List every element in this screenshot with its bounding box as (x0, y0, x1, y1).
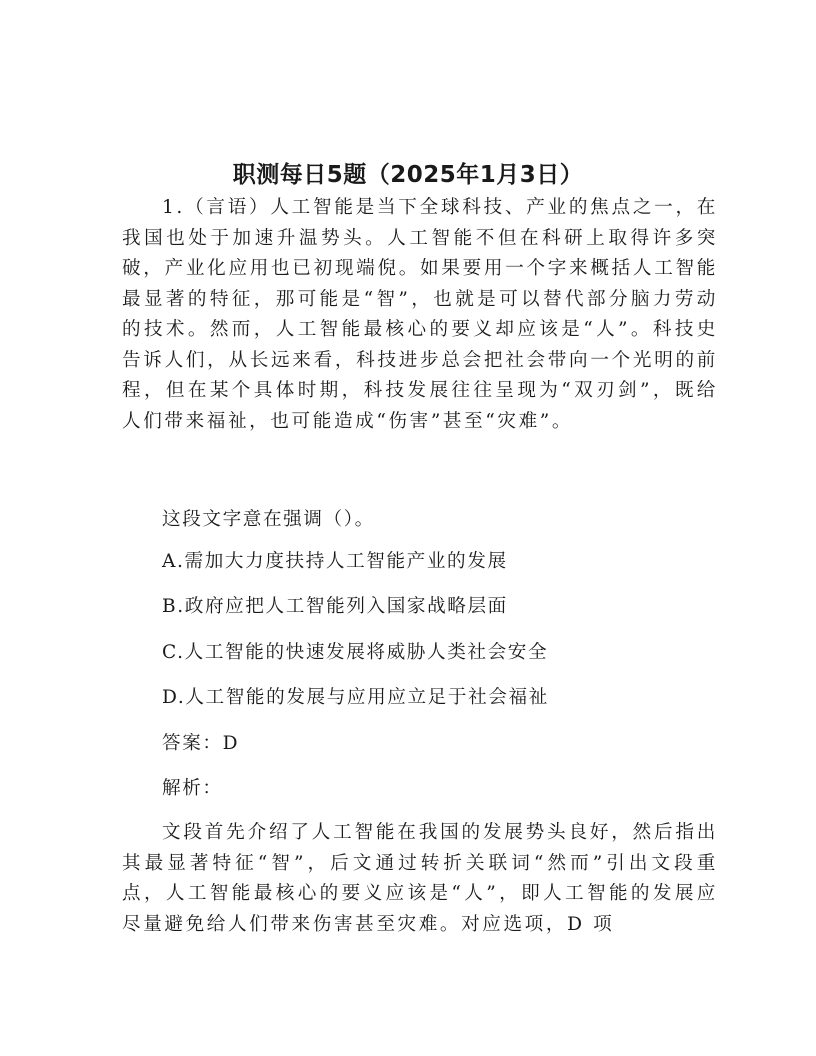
option-b: B.政府应把人工智能列入国家战略层面 (162, 596, 508, 617)
question-prompt: 这段文字意在强调（）。 (162, 509, 375, 530)
question-paragraph: 1.（言语）人工智能是当下全球科技、产业的焦点之一，在我国也处于加速升温势头。人工智能不但在科研上取得许多突破，产业化应用也已初现端倪。如果要用一个字来概括人工智能最显著的特征，那可能是“智”，也就是可以替代部分脑力劳动的技术。然而，人工智能最核心的要义却应该是“人”。科技史告诉人们，从长远来看，科技进步总会把社会带向一个光明的前程，但在某个具体时期，科技发展往往呈现为“双刃剑”，既给人们带来福祉，也可能造成“伤害”甚至“灾难”。 (122, 197, 718, 432)
answer-line: 答案：D (162, 733, 240, 754)
option-a: A.需加大力度扶持人工智能产业的发展 (162, 551, 508, 572)
page-title: 职测每日5题（2025年1月3日） (232, 162, 584, 189)
option-d: D.人工智能的发展与应用应立足于社会福祉 (162, 687, 549, 708)
option-c: C.人工智能的快速发展将威胁人类社会安全 (162, 642, 549, 663)
analysis-paragraph: 文段首先介绍了人工智能在我国的发展势头良好，然后指出其最显著特征“智”，后文通过转折关联词“然而”引出文段重点，人工智能最核心的要义应该是“人”，即人工智能的发展应尽量避免给人们带来伤害甚至灾难。对应选项，D 项 (122, 822, 718, 935)
analysis-label: 解析： (162, 778, 223, 799)
